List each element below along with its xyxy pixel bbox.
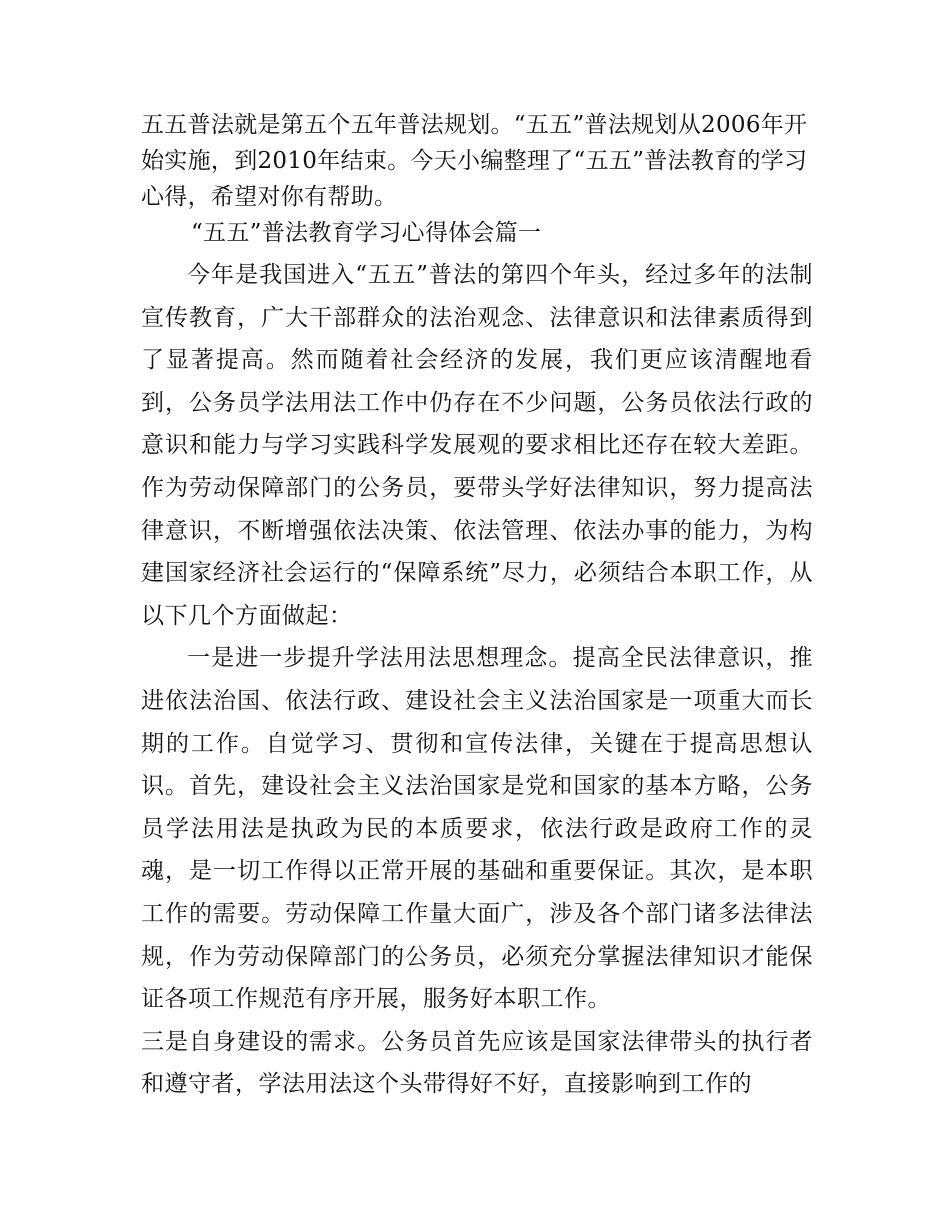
body-paragraph: 一是进一步提升学法用法思想理念。提高全民法律意识，推进依法治国、依法行政、建设社会主义法治国家是一项重大而长期的工作。自觉学习、贯彻和宣传法律，关键在于提高思想认识。首先，建设社会主义法治国家是党和国家的基本方略，公务员学法用法是执政为民的本质要求，依法行政是政府工作的灵魂，是一切工作得以正常开展的基础和重要保证。其次，是本职工作的需要。劳动保障工作量大面广，涉及各个部门诸多法律法规，作为劳动保障部门的公务员，必须充分掌握法律知识才能保证各项工作规范有序开展，服务好本职工作。 (141, 645, 813, 1013)
body-paragraph: 今年是我国进入“五五”普法的第四个年头，经过多年的法制宣传教育，广大干部群众的法治观念、法律意识和法律素质得到了显著提高。然而随着社会经济的发展，我们更应该清醒地看到，公务员学法用法工作中仍存在不少问题，公务员依法行政的意识和能力与学习实践科学发展观的要求相比还存在较大差距。作为劳动保障部门的公务员，要带头学好法律知识，努力提高法律意识，不断增强依法决策、依法管理、依法办事的能力，为构建国家经济社会运行的“保障系统”尽力，必须结合本职工作，从以下几个方面做起： (141, 262, 813, 629)
document-body (141, 107, 813, 1106)
intro-paragraph: 五五普法就是第五个五年普法规划。“五五”普法规划从2006年开始实施，到2010年结束。今天小编整理了“五五”普法教育的学习心得，希望对你有帮助。 (141, 112, 808, 210)
section-heading: “五五”普法教育学习心得体会篇一 (191, 220, 542, 246)
body-paragraph: 三是自身建设的需求。公务员首先应该是国家法律带头的执行者和遵守者，学法用法这个头带得好不好，直接影响到工作的 (141, 1028, 813, 1098)
